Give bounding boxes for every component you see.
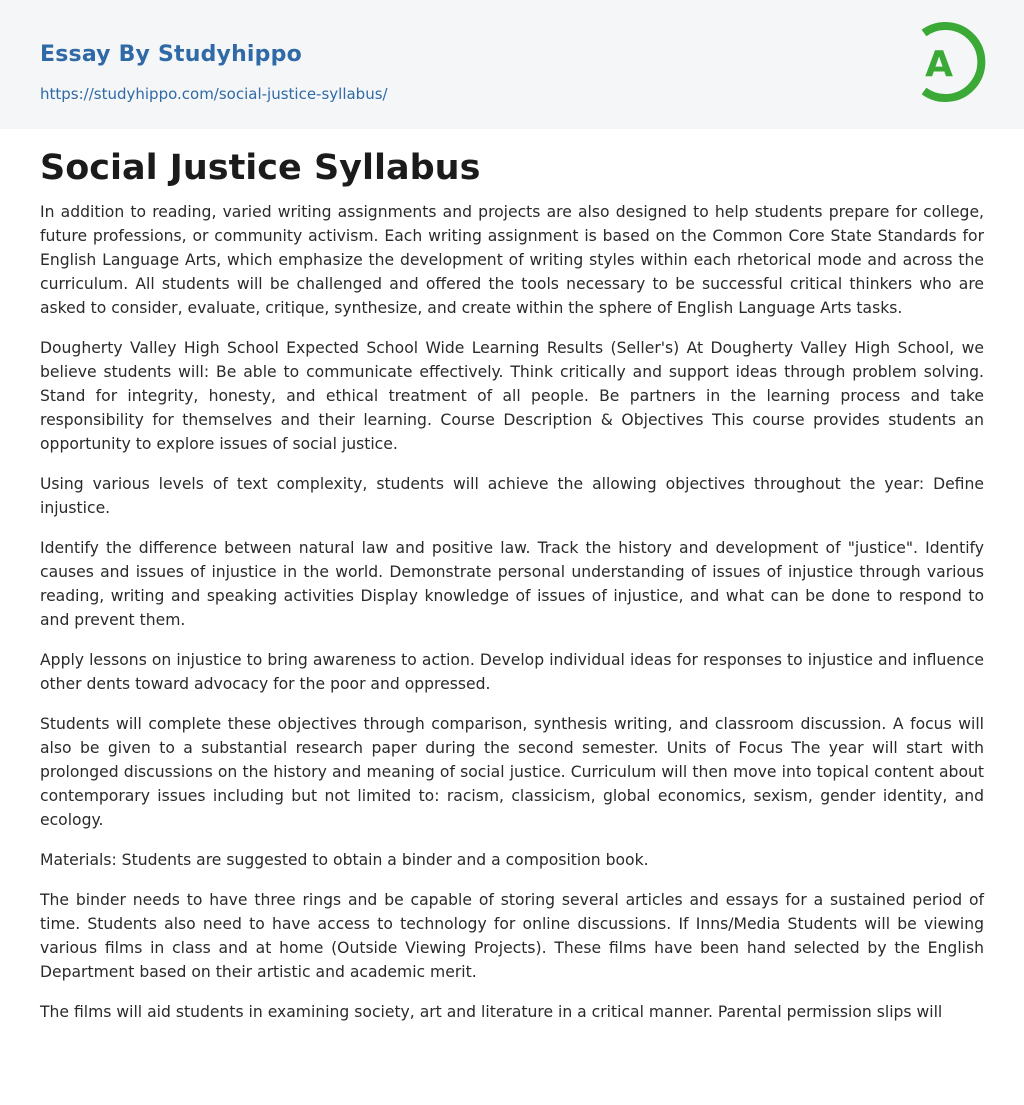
paragraph: Apply lessons on injustice to bring awareness to action. Develop individual ideas for responses to injustice and influence other dents toward advocacy for the poor and oppressed. <box>40 651 984 693</box>
paragraph: The binder needs to have three rings and be capable of storing several articles and essays for a sustained period of time. Students also need to have access to technology for online discussions. If Inns/Media Students will be viewing various films in class and at home (Outside Viewing Projects). These films have been hand selected by the English Department based on their artistic and academic merit. <box>40 891 984 981</box>
paragraph: Identify the difference between natural law and positive law. Track the history and development of "justice". Identify causes and issues of injustice in the world. Demonstrate personal understanding of issues of injustice through various reading, writing and speaking activities Display knowledge of issues of injustice, and what can be done to respond to and prevent them. <box>40 539 984 629</box>
paragraph: Students will complete these objectives through comparison, synthesis writing, and classroom discussion. A focus will also be given to a substantial research paper during the second semester. Units of Focus The year will start with prolonged discussions on the history and meaning of social justice. Curriculum will then move into topical content about contemporary issues including but not limited to: racism, classicism, global economics, sexism, gender identity, and ecology. <box>40 715 984 829</box>
brand-title[interactable]: Essay By Studyhippo <box>40 42 302 67</box>
paragraph: Using various levels of text complexity, students will achieve the allowing objectives throughout the year: Define injustice. <box>40 475 984 517</box>
studyhippo-logo-icon[interactable] <box>912 19 986 105</box>
page-title: Social Justice Syllabus <box>40 148 481 188</box>
paragraph: Materials: Students are suggested to obtain a binder and a composition book. <box>40 851 649 869</box>
article-body <box>40 200 984 1040</box>
paragraph: In addition to reading, varied writing assignments and projects are also designed to help students prepare for college, future professions, or community activism. Each writing assignment is based on the Common Core State Standards for English Language Arts, which emphasize the development of writing styles within each rhetorical mode and across the curriculum. All students will be challenged and offered the tools necessary to be successful critical thinkers who are asked to consider, evaluate, critique, synthesize, and create within the sphere of English Language Arts tasks. <box>40 203 984 317</box>
page-url-link[interactable]: https://studyhippo.com/social-justice-syllabus/ <box>40 85 388 103</box>
paragraph: The films will aid students in examining society, art and literature in a critical manner. Parental permission slips will <box>40 1003 943 1021</box>
paragraph: Dougherty Valley High School Expected School Wide Learning Results (Seller's) At Dougherty Valley High School, we believe students will: Be able to communicate effectively. Think critically and support ideas through problem solving. Stand for integrity, honesty, and ethical treatment of all people. Be partners in the learning process and take responsibility for themselves and their learning. Course Description & Objectives This course provides students an opportunity to explore issues of social justice. <box>40 339 984 453</box>
logo-letter: A <box>925 44 953 85</box>
